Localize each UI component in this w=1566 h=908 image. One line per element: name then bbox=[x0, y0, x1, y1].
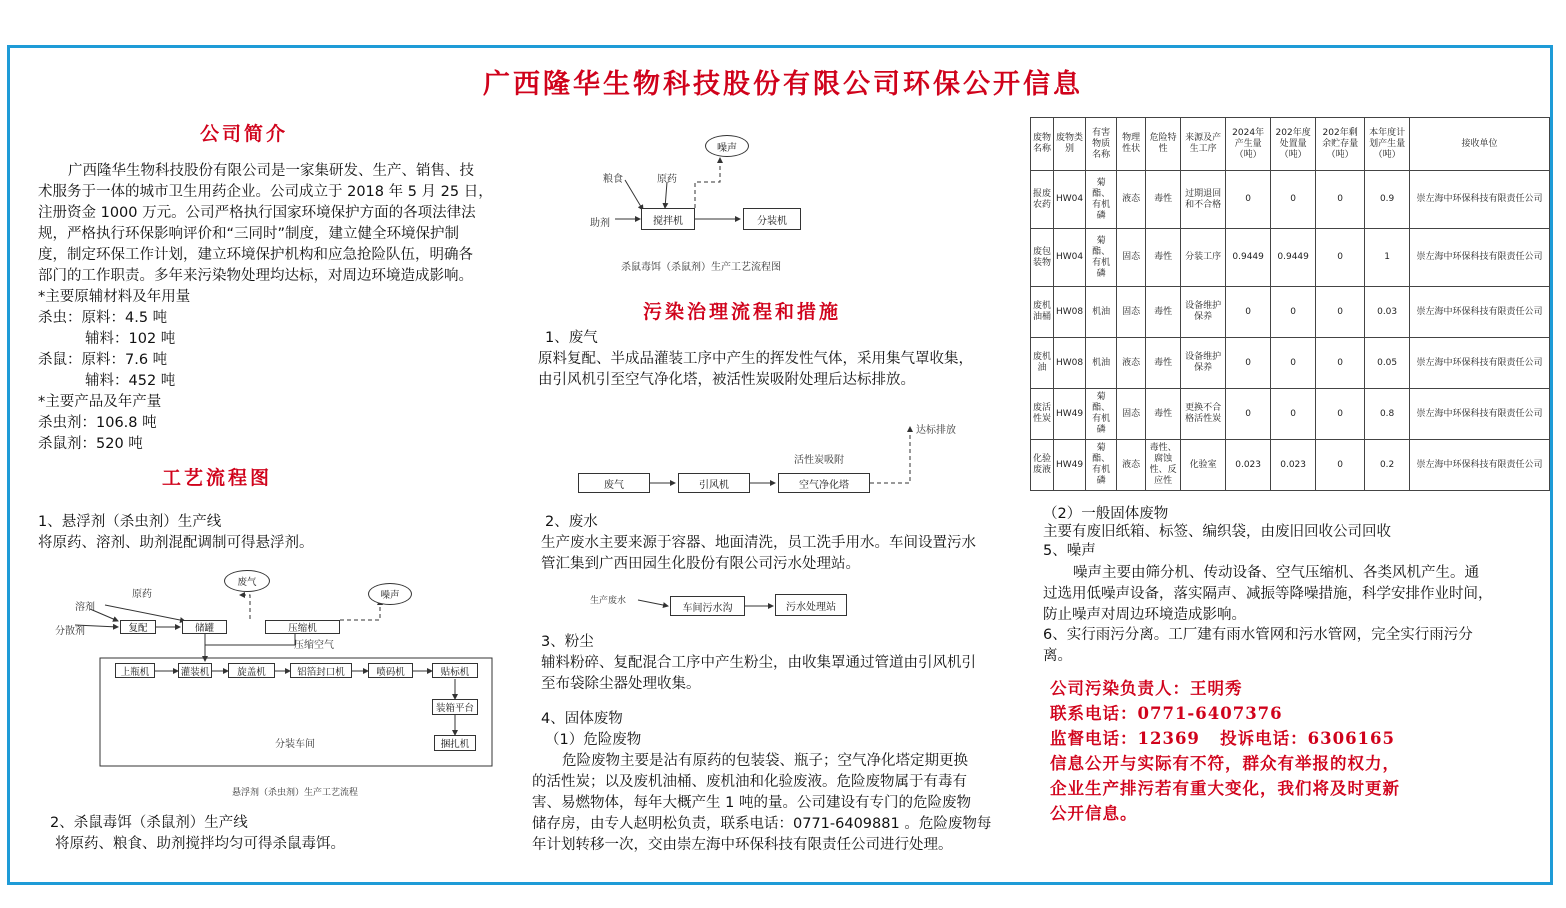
table-cell: 液态 bbox=[1117, 171, 1146, 229]
table-header: 危险特性 bbox=[1146, 118, 1181, 171]
table-cell: 菊酯、有机磷 bbox=[1086, 389, 1117, 440]
intro-line: 度，制定环保工作计划，建立环境保护机构和应急抢险队伍，明确各 bbox=[38, 247, 473, 263]
hazard-title: （1）危险废物 bbox=[545, 732, 642, 748]
table-cell: 0 bbox=[1316, 229, 1365, 287]
table-header: 接收单位 bbox=[1410, 118, 1550, 171]
table-cell: 0.8 bbox=[1365, 389, 1410, 440]
table-cell: 废机油桶 bbox=[1031, 287, 1054, 338]
water-desc bbox=[541, 533, 1021, 575]
diagram-caption: 杀鼠毒饵（杀鼠剂）生产工艺流程图 bbox=[621, 262, 781, 273]
table-cell: 废机油 bbox=[1031, 338, 1054, 389]
table-cell: HW08 bbox=[1054, 338, 1086, 389]
table-cell: 过期退回和不合格 bbox=[1181, 171, 1226, 229]
input-label: 助剂 bbox=[590, 218, 610, 229]
table-cell: 机油 bbox=[1086, 338, 1117, 389]
table-cell: 崇左海中环保科技有限责任公司 bbox=[1410, 440, 1550, 491]
process-box: 废气 bbox=[578, 473, 650, 493]
rain-desc bbox=[1043, 625, 1523, 667]
general-waste-title: （2）一般固体废物 bbox=[1043, 506, 1169, 522]
intro-line: 部门的工作职责。多年来污染物处理均达标，对周边环境造成影响。 bbox=[38, 268, 473, 284]
workshop-label: 分装车间 bbox=[275, 739, 315, 750]
table-cell: 0 bbox=[1271, 389, 1316, 440]
out-label: 达标排放 bbox=[916, 425, 956, 436]
table-cell: HW49 bbox=[1054, 440, 1086, 491]
table-header: 废物名称 bbox=[1031, 118, 1054, 171]
process-box: 灌装机 bbox=[178, 663, 212, 678]
table-cell: 菊酯、有机磷 bbox=[1086, 229, 1117, 287]
table-row bbox=[1031, 389, 1550, 440]
noise-desc bbox=[1043, 563, 1523, 626]
process-box: 搅拌机 bbox=[641, 208, 695, 230]
contact-line: 联系电话：0771-6407376 bbox=[1050, 704, 1283, 723]
process-box: 旋盖机 bbox=[228, 663, 275, 678]
table-header: 2024年产生量（吨） bbox=[1226, 118, 1271, 171]
hazard-line: 危险废物主要是沾有原药的包装袋、瓶子；空气净化塔定期更换 bbox=[562, 753, 968, 769]
table-cell: 0.03 bbox=[1365, 287, 1410, 338]
table-cell: 0 bbox=[1226, 171, 1271, 229]
table-cell: 设备维护保养 bbox=[1181, 287, 1226, 338]
table-cell: 0 bbox=[1316, 338, 1365, 389]
page-title: 广西隆华生物科技股份有限公司环保公开信息 bbox=[483, 69, 1083, 100]
intro-line: 规，严格执行环保影响评价和“三同时”制度，建立健全环境保护制 bbox=[38, 226, 460, 242]
noise-line: 过选用低噪声设备，落实隔声、减振等降噪措施，科学安排作业时间， bbox=[1043, 586, 1493, 602]
gas-line: 由引风机引至空气净化塔，被活性炭吸附处理后达标排放。 bbox=[538, 372, 915, 388]
input-label: 原药 bbox=[132, 589, 152, 600]
table-cell: 化验废液 bbox=[1031, 440, 1054, 491]
table-cell: 0 bbox=[1316, 440, 1365, 491]
input-label: 原药 bbox=[657, 174, 677, 185]
product-item: 杀鼠剂：520 吨 bbox=[38, 436, 143, 452]
input-label: 粮食 bbox=[603, 174, 623, 185]
rain-line: 离。 bbox=[1043, 648, 1072, 664]
input-label: 溶剂 bbox=[75, 602, 95, 613]
table-cell: 更换不合格活性炭 bbox=[1181, 389, 1226, 440]
hazard-line: 害、易燃物体，每年大概产生 1 吨的量。公司建设有专门的危险废物 bbox=[532, 795, 971, 811]
top-label: 活性炭吸附 bbox=[794, 455, 844, 466]
table-cell: 0.023 bbox=[1271, 440, 1316, 491]
table-header: 202年度处置量（吨） bbox=[1271, 118, 1316, 171]
process-box: 车间污水沟 bbox=[670, 596, 745, 616]
water-diagram bbox=[590, 588, 870, 628]
materials-heading: *主要原辅材料及年用量 bbox=[38, 289, 191, 305]
input-label: 分散剂 bbox=[55, 626, 85, 637]
line1-title: 1、悬浮剂（杀虫剂）生产线 bbox=[38, 514, 222, 530]
solid-title: 4、固体废物 bbox=[541, 711, 623, 727]
process-box: 压缩机 bbox=[265, 620, 340, 634]
hazard-line: 储存房，由专人赵明松负责，联系电话：0771-6409881 。危险废物每 bbox=[532, 816, 992, 832]
table-cell: 毒性 bbox=[1146, 338, 1181, 389]
process-box: 空气净化塔 bbox=[778, 473, 870, 493]
table-cell: 0 bbox=[1271, 287, 1316, 338]
process-box: 污水处理站 bbox=[775, 594, 847, 616]
intro-paragraph bbox=[38, 161, 528, 455]
contact-line: 信息公开与实际有不符，群众有举报的权力， bbox=[1050, 754, 1400, 773]
dust-desc bbox=[541, 653, 1021, 695]
intro-line: 术服务于一体的城市卫生用药企业。公司成立于 2018 年 5 月 25 日， bbox=[38, 184, 493, 200]
table-body bbox=[1031, 171, 1550, 491]
process-heading: 工艺流程图 bbox=[162, 467, 273, 489]
contact-line: 公开信息。 bbox=[1050, 804, 1138, 823]
hazard-desc bbox=[532, 751, 1022, 856]
table-cell: 1 bbox=[1365, 229, 1410, 287]
process-box: 储罐 bbox=[182, 620, 227, 634]
table-cell: 0 bbox=[1316, 287, 1365, 338]
line2-diagram-lines bbox=[585, 130, 825, 275]
gas-diagram bbox=[570, 415, 990, 500]
emission-noise: 噪声 bbox=[368, 583, 412, 605]
table-cell: 崇左海中环保科技有限责任公司 bbox=[1410, 338, 1550, 389]
table-cell: 液态 bbox=[1117, 440, 1146, 491]
table-cell: 0 bbox=[1271, 338, 1316, 389]
table-cell: 固态 bbox=[1117, 229, 1146, 287]
table-cell: 固态 bbox=[1117, 287, 1146, 338]
water-source: 生产废水 bbox=[590, 596, 627, 606]
line2-diagram bbox=[585, 130, 825, 275]
table-cell: 毒性 bbox=[1146, 171, 1181, 229]
table-cell: 毒性、腐蚀性、反应性 bbox=[1146, 440, 1181, 491]
water-line: 生产废水主要来源于容器、地面清洗，员工洗手用水。车间设置污水 bbox=[541, 535, 976, 551]
process-box: 铝箔封口机 bbox=[290, 663, 352, 678]
rain-line: 6、实行雨污分离。工厂建有雨水管网和污水管网，完全实行雨污分 bbox=[1043, 627, 1473, 643]
process-box: 装箱平台 bbox=[432, 699, 478, 715]
material-item: 杀鼠：原料：7.6 吨 bbox=[38, 352, 168, 368]
table-row bbox=[1031, 338, 1550, 389]
table-header: 废物类别 bbox=[1054, 118, 1086, 171]
table-row bbox=[1031, 440, 1550, 491]
table-header: 本年度计划产生量（吨） bbox=[1365, 118, 1410, 171]
intro-line: 广西隆华生物科技股份有限公司是一家集研发、生产、销售、技 bbox=[68, 163, 474, 179]
contact-line: 监督电话：12369 投诉电话：6306165 bbox=[1050, 729, 1396, 748]
table-cell: 崇左海中环保科技有限责任公司 bbox=[1410, 229, 1550, 287]
table-cell: 毒性 bbox=[1146, 389, 1181, 440]
line1-diagram bbox=[50, 565, 510, 805]
hazardous-waste-table bbox=[1030, 117, 1550, 491]
table-cell: HW04 bbox=[1054, 229, 1086, 287]
table-cell: 报废农药 bbox=[1031, 171, 1054, 229]
process-box: 喷码机 bbox=[368, 663, 413, 678]
process-box: 上瓶机 bbox=[115, 663, 155, 678]
dust-line: 辅料粉碎、复配混合工序中产生粉尘，由收集罩通过管道由引风机引 bbox=[541, 655, 976, 671]
intro-line: 注册资金 1000 万元。公司严格执行国家环境保护方面的各项法律法 bbox=[38, 205, 476, 221]
table-cell: HW49 bbox=[1054, 389, 1086, 440]
emission-gas: 废气 bbox=[224, 570, 270, 592]
table-cell: 设备维护保养 bbox=[1181, 338, 1226, 389]
air-label: 压缩空气 bbox=[294, 640, 334, 651]
table-cell: 0.9 bbox=[1365, 171, 1410, 229]
table-cell: 0 bbox=[1226, 389, 1271, 440]
table-row bbox=[1031, 287, 1550, 338]
noise-line: 防止噪声对周边环境造成影响。 bbox=[1043, 607, 1246, 623]
table-cell: 0.2 bbox=[1365, 440, 1410, 491]
table-cell: 菊酯、有机磷 bbox=[1086, 171, 1117, 229]
material-item: 辅料：452 吨 bbox=[85, 373, 176, 389]
dust-line: 至布袋除尘器处理收集。 bbox=[541, 676, 701, 692]
table-cell: 化验室 bbox=[1181, 440, 1226, 491]
table-cell: 崇左海中环保科技有限责任公司 bbox=[1410, 389, 1550, 440]
gas-title: 1、废气 bbox=[545, 330, 598, 346]
water-title: 2、废水 bbox=[545, 514, 598, 530]
table-cell: 毒性 bbox=[1146, 287, 1181, 338]
table-header: 来源及产生工序 bbox=[1181, 118, 1226, 171]
table-header: 有害物质名称 bbox=[1086, 118, 1117, 171]
diagram-caption: 悬浮剂（杀虫剂）生产工艺流程 bbox=[232, 788, 359, 798]
table-cell: 0.9449 bbox=[1226, 229, 1271, 287]
table-cell: HW04 bbox=[1054, 171, 1086, 229]
table-cell: 0 bbox=[1271, 171, 1316, 229]
process-box: 分装机 bbox=[743, 208, 801, 230]
material-item: 辅料：102 吨 bbox=[85, 331, 176, 347]
table-header-row bbox=[1031, 118, 1550, 171]
pollution-heading: 污染治理流程和措施 bbox=[643, 301, 842, 323]
noise-title: 5、噪声 bbox=[1043, 543, 1096, 559]
table-cell: 液态 bbox=[1117, 338, 1146, 389]
table-cell: 0 bbox=[1226, 287, 1271, 338]
process-box: 复配 bbox=[120, 620, 156, 634]
contact-line: 企业生产排污若有重大变化，我们将及时更新 bbox=[1050, 779, 1400, 798]
table-cell: HW08 bbox=[1054, 287, 1086, 338]
table-row bbox=[1031, 171, 1550, 229]
table-cell: 0.05 bbox=[1365, 338, 1410, 389]
table-cell: 0 bbox=[1226, 338, 1271, 389]
table-cell: 废活性炭 bbox=[1031, 389, 1054, 440]
table-cell: 固态 bbox=[1117, 389, 1146, 440]
intro-heading: 公司简介 bbox=[200, 123, 289, 145]
contact-line: 公司污染负责人：王明秀 bbox=[1050, 679, 1243, 698]
water-line: 管汇集到广西田园生化股份有限公司污水处理站。 bbox=[541, 556, 860, 572]
line1-desc: 将原药、溶剂、助剂混配调制可得悬浮剂。 bbox=[38, 535, 314, 551]
noise-line: 噪声主要由筛分机、传动设备、空气压缩机、各类风机产生。通 bbox=[1073, 565, 1479, 581]
hazard-line: 的活性炭；以及废机油桶、废机油和化验废液。危险废物属于有毒有 bbox=[532, 774, 967, 790]
table-cell: 机油 bbox=[1086, 287, 1117, 338]
table-cell: 0 bbox=[1316, 171, 1365, 229]
line1-diagram-lines bbox=[50, 565, 510, 805]
gas-desc bbox=[538, 349, 1018, 391]
general-waste-desc: 主要有废旧纸箱、标签、编织袋，由废旧回收公司回收 bbox=[1043, 524, 1391, 540]
dust-title: 3、粉尘 bbox=[541, 634, 594, 650]
material-item: 杀虫：原料：4.5 吨 bbox=[38, 310, 168, 326]
table-cell: 毒性 bbox=[1146, 229, 1181, 287]
table-cell: 0.9449 bbox=[1271, 229, 1316, 287]
table-cell: 0 bbox=[1316, 389, 1365, 440]
contact-block bbox=[1050, 676, 1530, 826]
line2-title: 2、杀鼠毒饵（杀鼠剂）生产线 bbox=[50, 815, 248, 831]
process-box: 贴标机 bbox=[432, 663, 478, 678]
table-row bbox=[1031, 229, 1550, 287]
table-cell: 崇左海中环保科技有限责任公司 bbox=[1410, 171, 1550, 229]
emission-noise: 噪声 bbox=[705, 135, 749, 157]
process-box: 捆扎机 bbox=[434, 735, 476, 751]
table-cell: 崇左海中环保科技有限责任公司 bbox=[1410, 287, 1550, 338]
table-cell: 菊酯、有机磷 bbox=[1086, 440, 1117, 491]
products-heading: *主要产品及年产量 bbox=[38, 394, 162, 410]
hazard-line: 年计划转移一次，交由崇左海中环保科技有限责任公司进行处理。 bbox=[532, 837, 953, 853]
gas-line: 原料复配、半成品灌装工序中产生的挥发性气体，采用集气罩收集， bbox=[538, 351, 973, 367]
table-cell: 分装工序 bbox=[1181, 229, 1226, 287]
process-box: 引风机 bbox=[678, 473, 750, 493]
table-header: 202年剩余贮存量（吨） bbox=[1316, 118, 1365, 171]
table-header: 物理性状 bbox=[1117, 118, 1146, 171]
table-cell: 废包装物 bbox=[1031, 229, 1054, 287]
table-cell: 0.023 bbox=[1226, 440, 1271, 491]
product-item: 杀虫剂：106.8 吨 bbox=[38, 415, 157, 431]
line2-desc: 将原药、粮食、助剂搅拌均匀可得杀鼠毒饵。 bbox=[55, 836, 345, 852]
